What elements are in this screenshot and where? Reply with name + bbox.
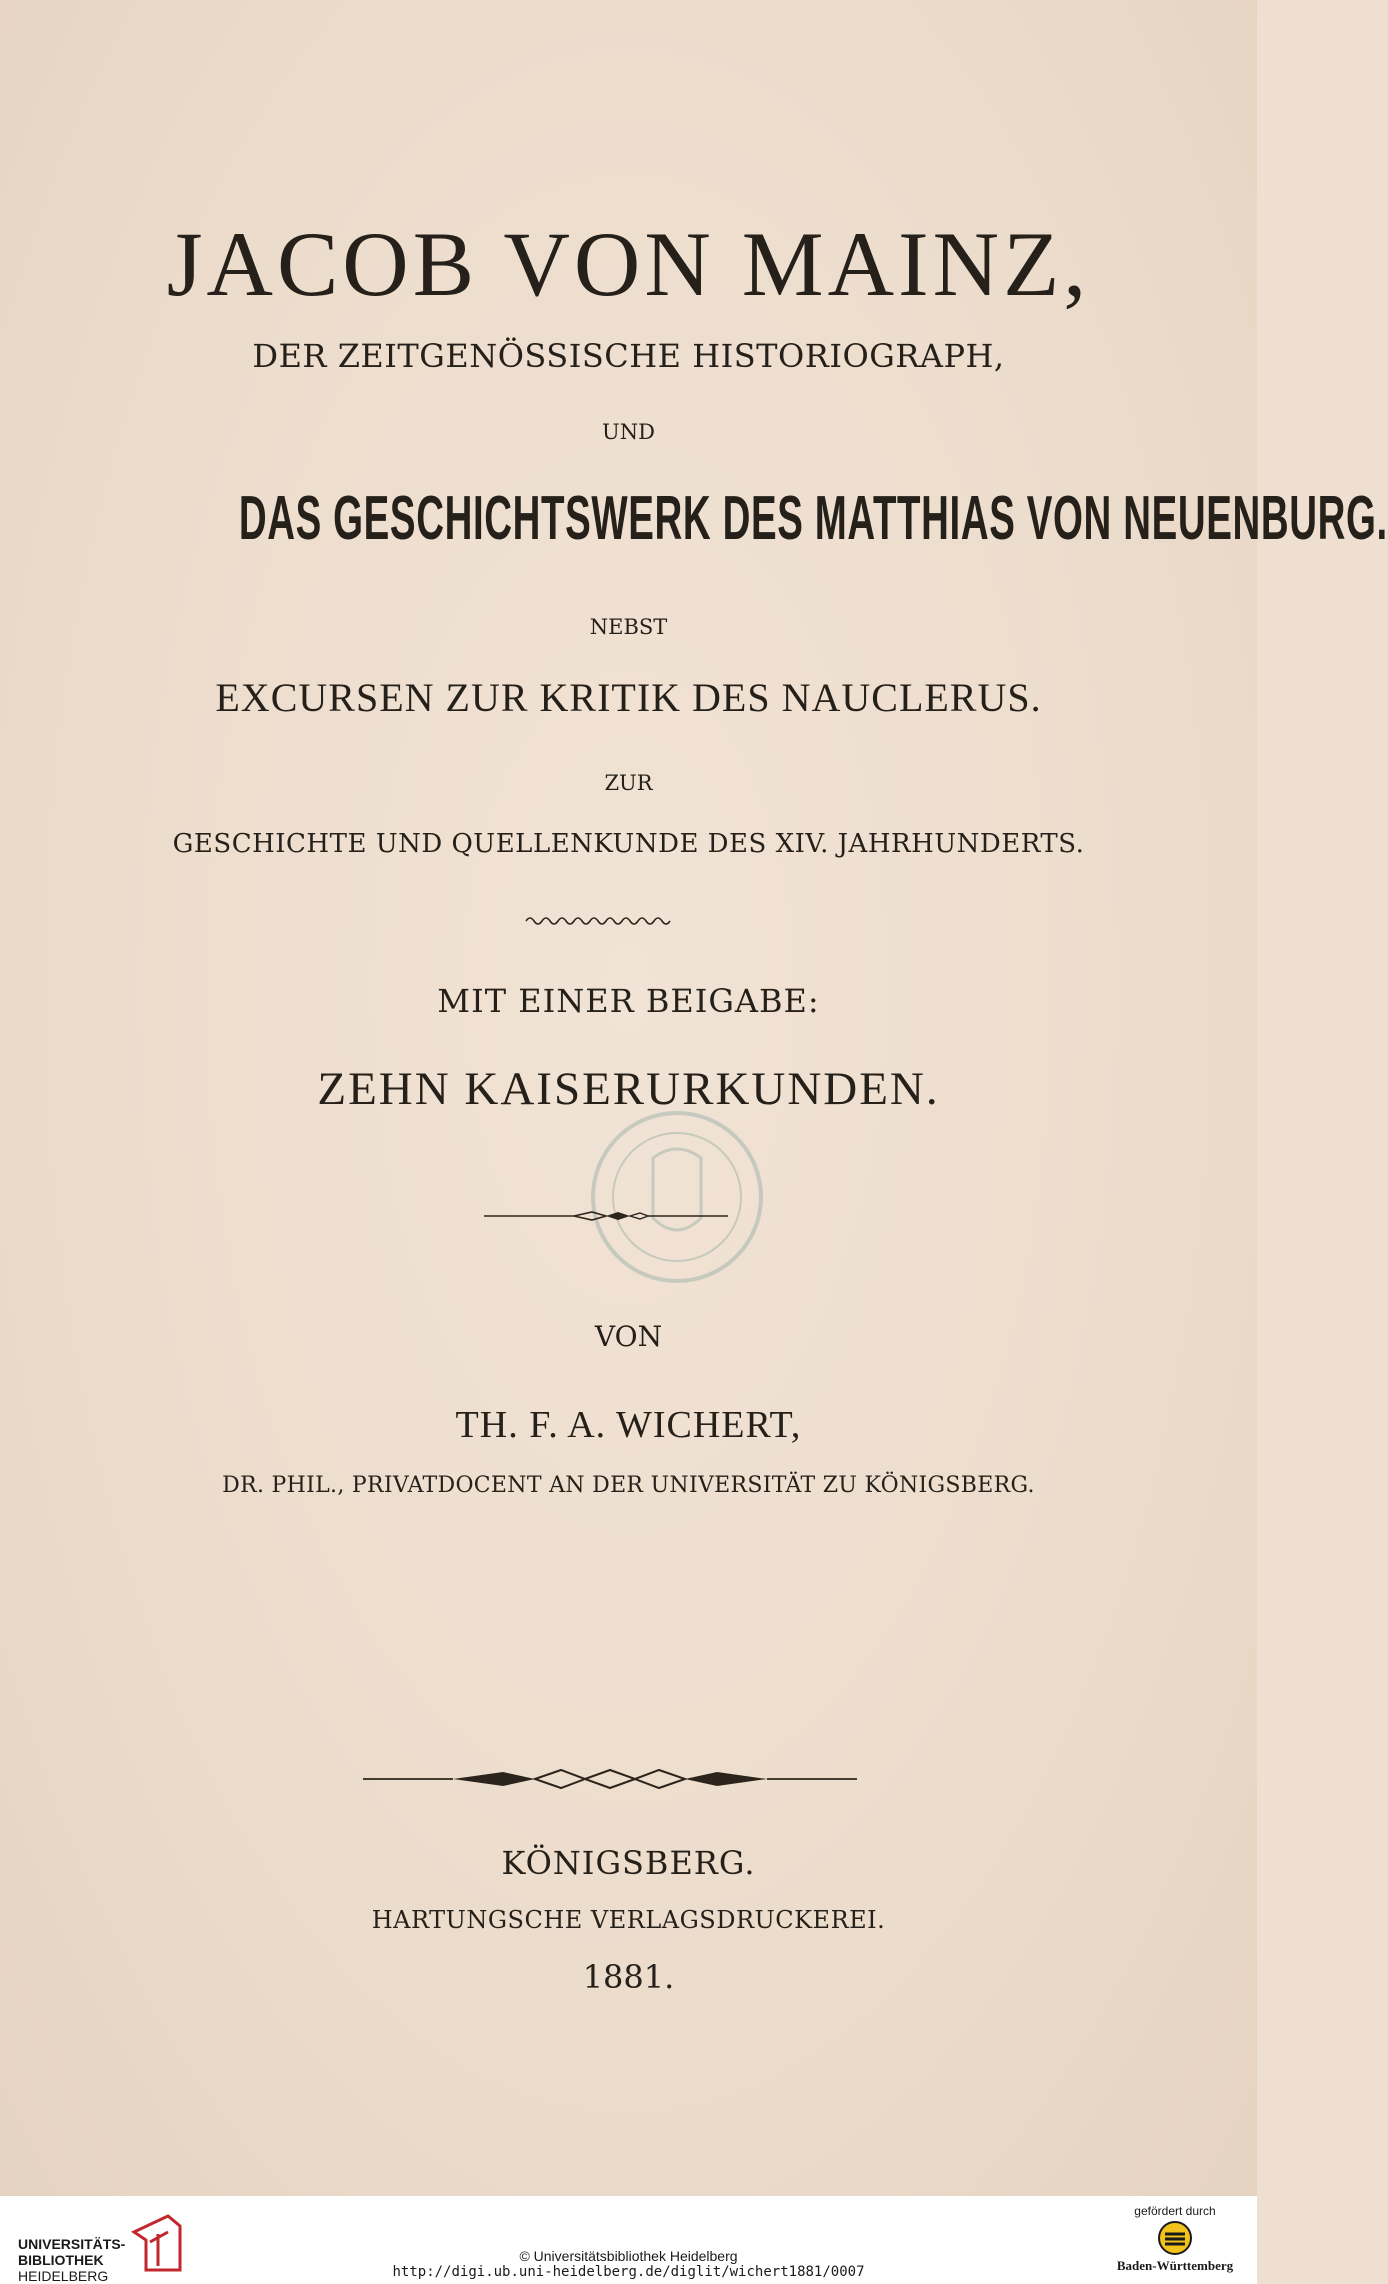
subtitle: DER ZEITGENÖSSISCHE HISTORIOGRAPH, <box>252 337 1005 375</box>
conjunction-zur: ZUR <box>604 771 653 795</box>
copyright-notice: © Universitätsbibliothek Heidelberg <box>519 2248 738 2264</box>
ub-line-3: HEIDELBERG <box>18 2268 109 2284</box>
permalink-url[interactable]: http://digi.ub.uni-heidelberg.de/diglit/wichert1881/0007 <box>392 2264 865 2280</box>
ub-line-2: BIBLIOTHEK <box>18 2252 104 2268</box>
beigabe-intro: MIT EINER BEIGABE: <box>437 982 820 1020</box>
author-name: TH. F. A. WICHERT, <box>455 1404 802 1446</box>
funded-by-label: gefördert durch <box>1134 2204 1216 2218</box>
large-rule-ornament <box>363 1766 857 1792</box>
ub-line-1: UNIVERSITÄTS- <box>18 2236 126 2252</box>
von-label: VON <box>594 1320 663 1353</box>
funder-logo[interactable] <box>1100 2204 1250 2284</box>
publisher: HARTUNGSCHE VERLAGSDRUCKEREI. <box>371 1906 886 1934</box>
publication-year: 1881. <box>582 1958 675 1996</box>
conjunction-nebst: NEBST <box>589 615 668 639</box>
book-title: JACOB VON MAINZ, <box>166 213 1091 315</box>
library-stamp <box>548 1108 806 1286</box>
publication-city: KÖNIGSBERG. <box>501 1844 756 1882</box>
digitization-footer <box>0 2196 1257 2284</box>
conjunction-und: UND <box>602 420 655 444</box>
excursen-title: EXCURSEN ZUR KRITIK DES NAUCLERUS. <box>215 675 1042 720</box>
geschichte-line: GESCHICHTE UND QUELLENKUNDE DES XIV. JAHRHUNDERTS. <box>172 829 1085 859</box>
funder-name: Baden-Württemberg <box>1116 2258 1234 2273</box>
small-rule-ornament <box>484 1208 728 1224</box>
wavy-rule-ornament <box>524 914 676 928</box>
author-affiliation: DR. PHIL., PRIVATDOCENT AN DER UNIVERSITÄT ZU KÖNIGSBERG. <box>222 1473 1035 1498</box>
second-title: DAS GESCHICHTSWERK DES MATTHIAS VON NEUENBURG. <box>238 484 1388 553</box>
beigabe-title: ZEHN KAISERURKUNDEN. <box>317 1063 940 1115</box>
baden-wuerttemberg-emblem-icon <box>1157 2220 1193 2256</box>
